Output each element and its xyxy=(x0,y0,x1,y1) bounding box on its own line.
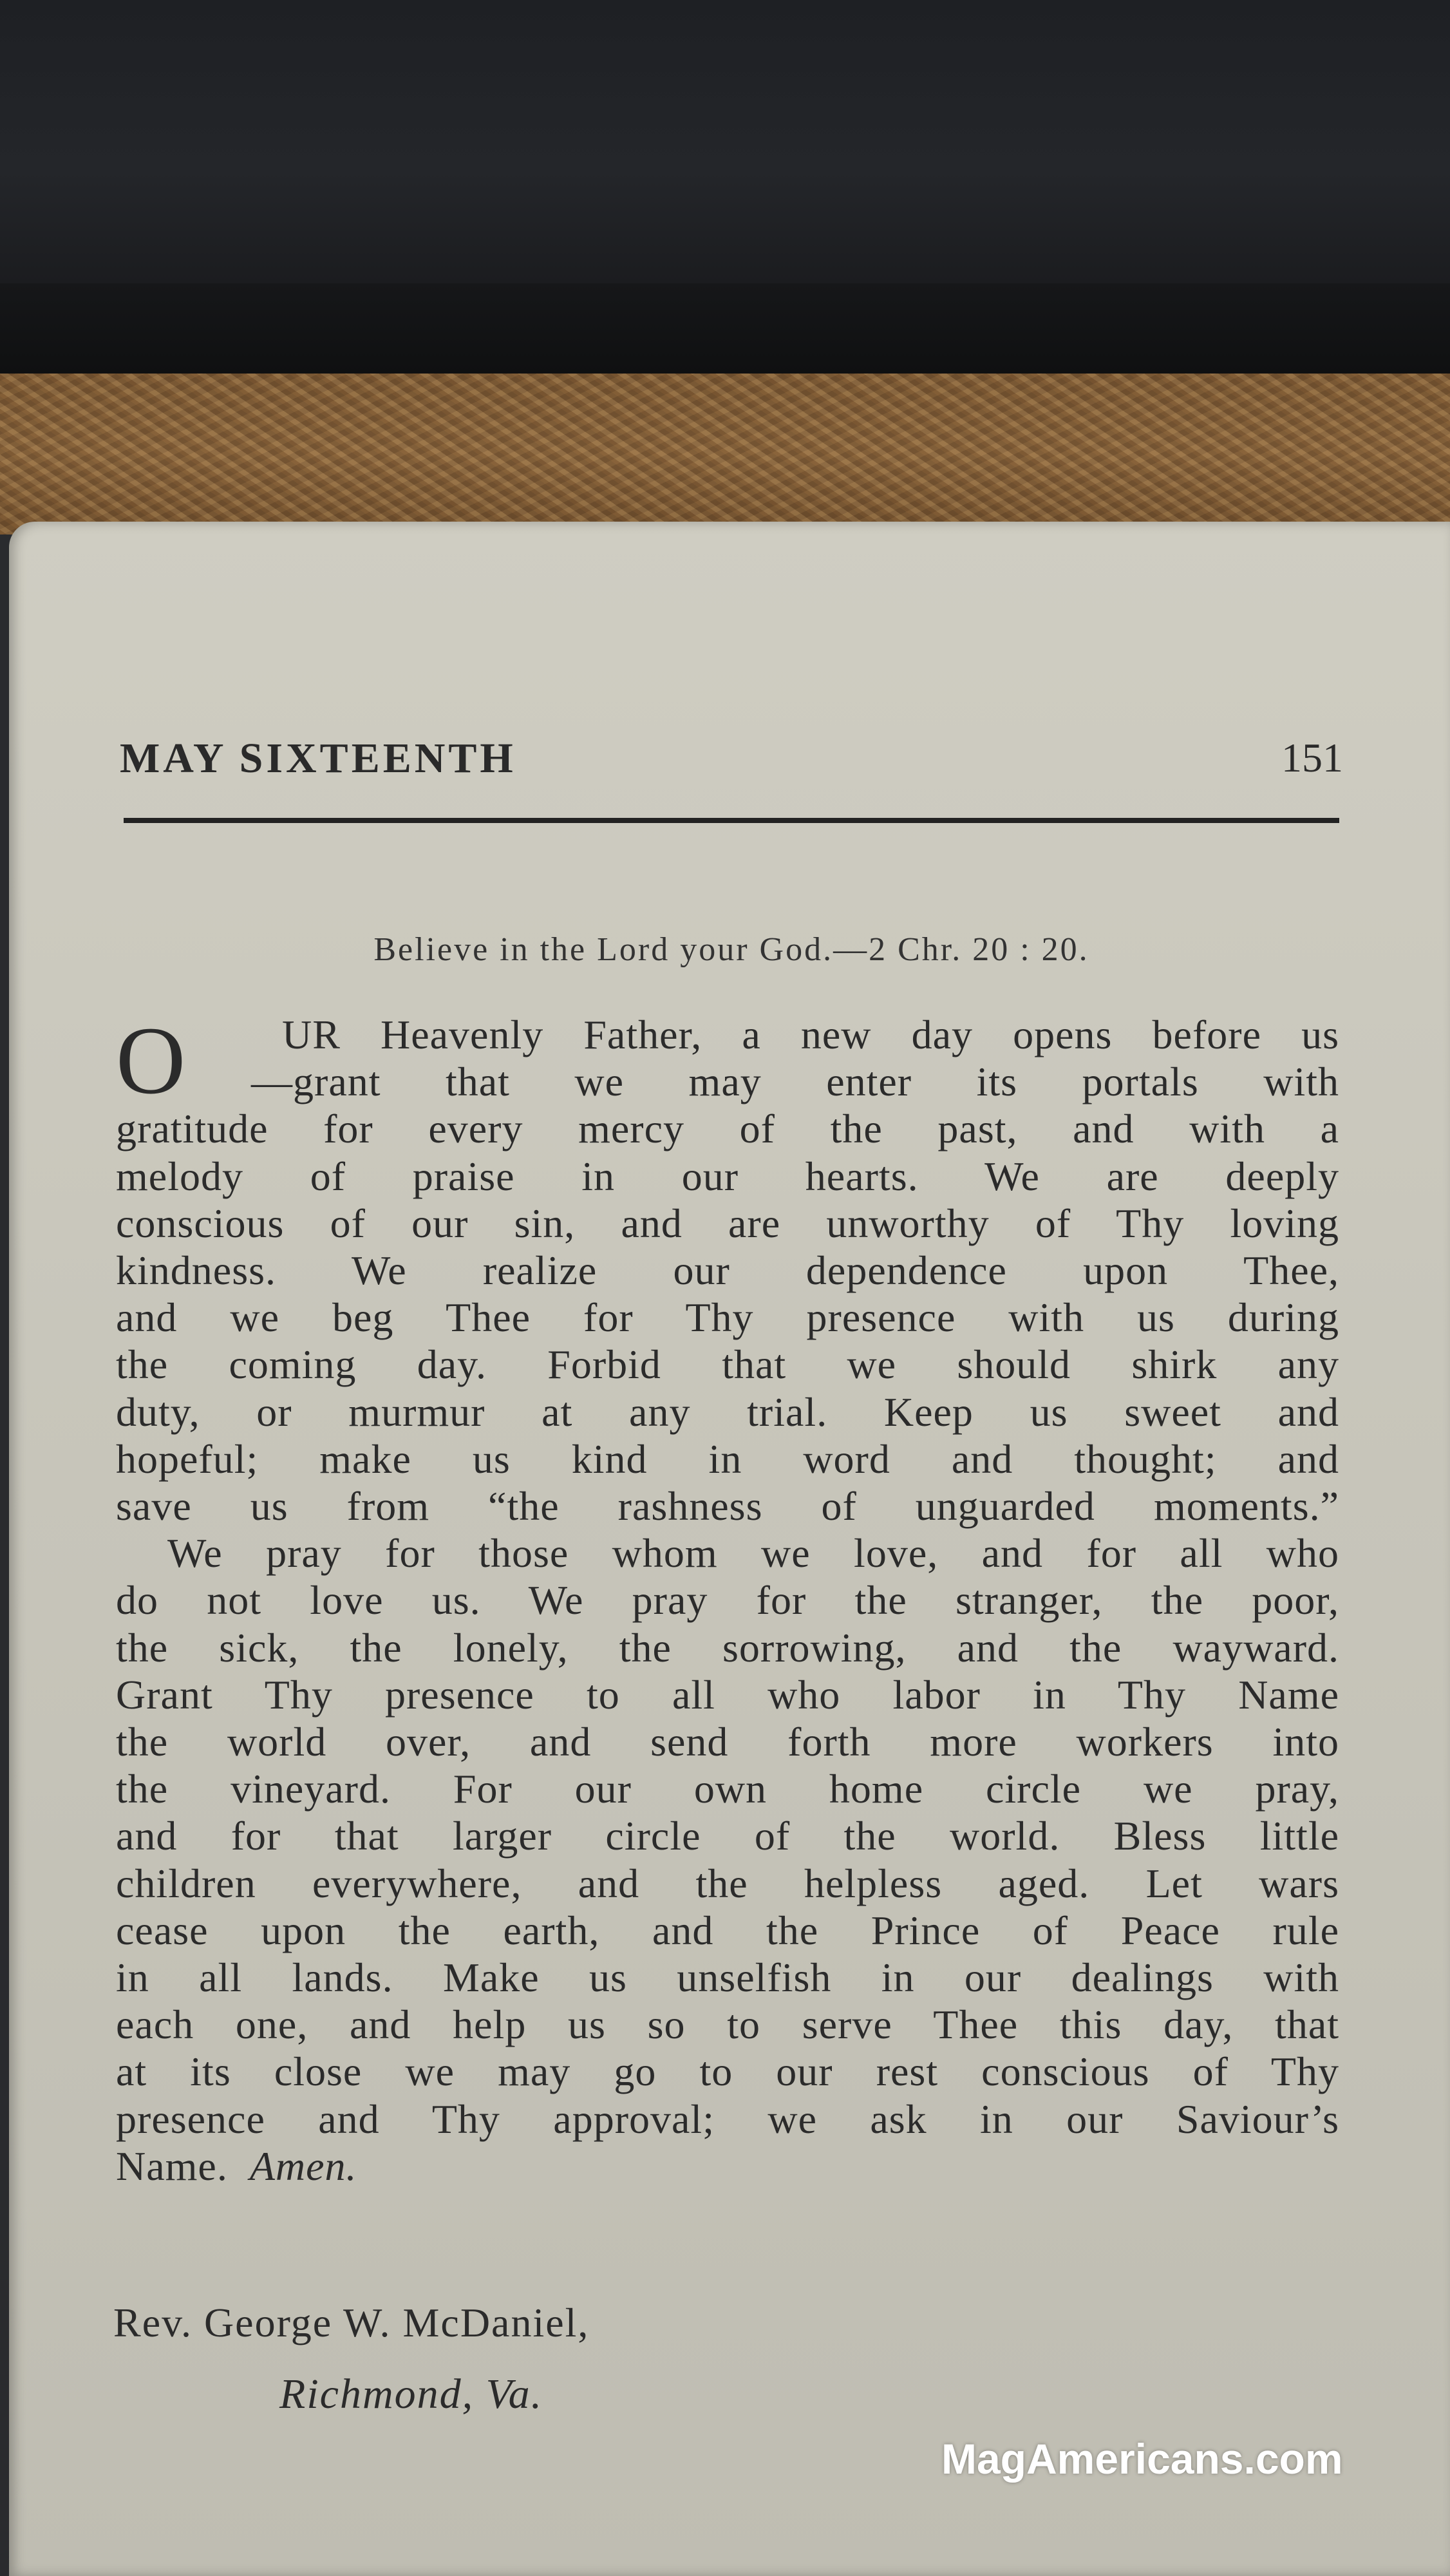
page-title: MAY SIXTEENTH xyxy=(120,735,516,782)
author-location: Richmond, Va. xyxy=(279,2371,543,2418)
prayer-line: melody of praise in our hearts. We are deeply xyxy=(116,1153,1339,1199)
page-header xyxy=(120,734,1343,792)
author-name: Rev. George W. McDaniel, xyxy=(113,2300,590,2345)
prayer-line: the world over, and send forth more workers into xyxy=(116,1719,1339,1765)
prayer-line: each one, and help us so to serve Thee this day, that xyxy=(116,2002,1339,2048)
prayer-line: —grant that we may enter its portals with xyxy=(251,1059,1339,1105)
prayer-line: and for that larger circle of the world. Bless little xyxy=(116,1813,1339,1859)
prayer-line: duty, or murmur at any trial. Keep us sweet and xyxy=(116,1388,1339,1435)
prayer-line: children everywhere, and the helpless aged. Let wars xyxy=(116,1860,1339,1906)
prayer-line: the sick, the lonely, the sorrowing, and the wayward. xyxy=(116,1624,1339,1671)
prayer-line: kindness. We realize our dependence upon Thee, xyxy=(116,1247,1339,1294)
drop-cap: O xyxy=(116,1007,186,1114)
prayer-line: and we beg Thee for Thy presence with us during xyxy=(116,1294,1339,1341)
marbled-page-edge xyxy=(0,374,1450,535)
book-cover xyxy=(0,0,1450,283)
prayer-line: in all lands. Make us unselfish in our dealings with xyxy=(116,1955,1339,2001)
prayer-line: at its close we may go to our rest conscious of Thy xyxy=(116,2049,1339,2095)
prayer-line: save us from “the rashness of unguarded moments.” xyxy=(116,1483,1339,1530)
prayer-body xyxy=(116,1007,1339,2190)
prayer-last-line xyxy=(116,2143,1339,2190)
prayer-line: hopeful; make us kind in word and thought; and xyxy=(116,1435,1339,1482)
page-number: 151 xyxy=(1281,735,1343,781)
prayer-line: cease upon the earth, and the Prince of Peace rule xyxy=(116,1907,1339,1953)
scripture-epigraph: Believe in the Lord your God.—2 Chr. 20 : 20. xyxy=(373,931,1089,968)
header-rule xyxy=(124,818,1339,823)
prayer-line: the coming day. Forbid that we should shirk any xyxy=(116,1341,1339,1388)
prayer-line: conscious of our sin, and are unworthy of Thy loving xyxy=(116,1200,1339,1246)
prayer-line: gratitude for every mercy of the past, and with a xyxy=(116,1106,1339,1152)
prayer-line: the vineyard. For our own home circle we pray, xyxy=(116,1766,1339,1812)
prayer-line: UR Heavenly Father, a new day opens before us xyxy=(282,1012,1339,1057)
prayer-line: We pray for those whom we love, and for all who xyxy=(167,1530,1339,1577)
prayer-line: Name. xyxy=(116,2143,228,2189)
watermark-text: MagAmericans.com xyxy=(941,2435,1343,2483)
prayer-line: presence and Thy approval; we ask in our Saviour’s xyxy=(116,2096,1339,2142)
book-spine-band xyxy=(0,283,1450,374)
prayer-line: Grant Thy presence to all who labor in Thy Name xyxy=(116,1671,1339,1718)
prayer-line: do not love us. We pray for the stranger, the poor, xyxy=(116,1577,1339,1624)
amen: Amen. xyxy=(249,2143,357,2189)
